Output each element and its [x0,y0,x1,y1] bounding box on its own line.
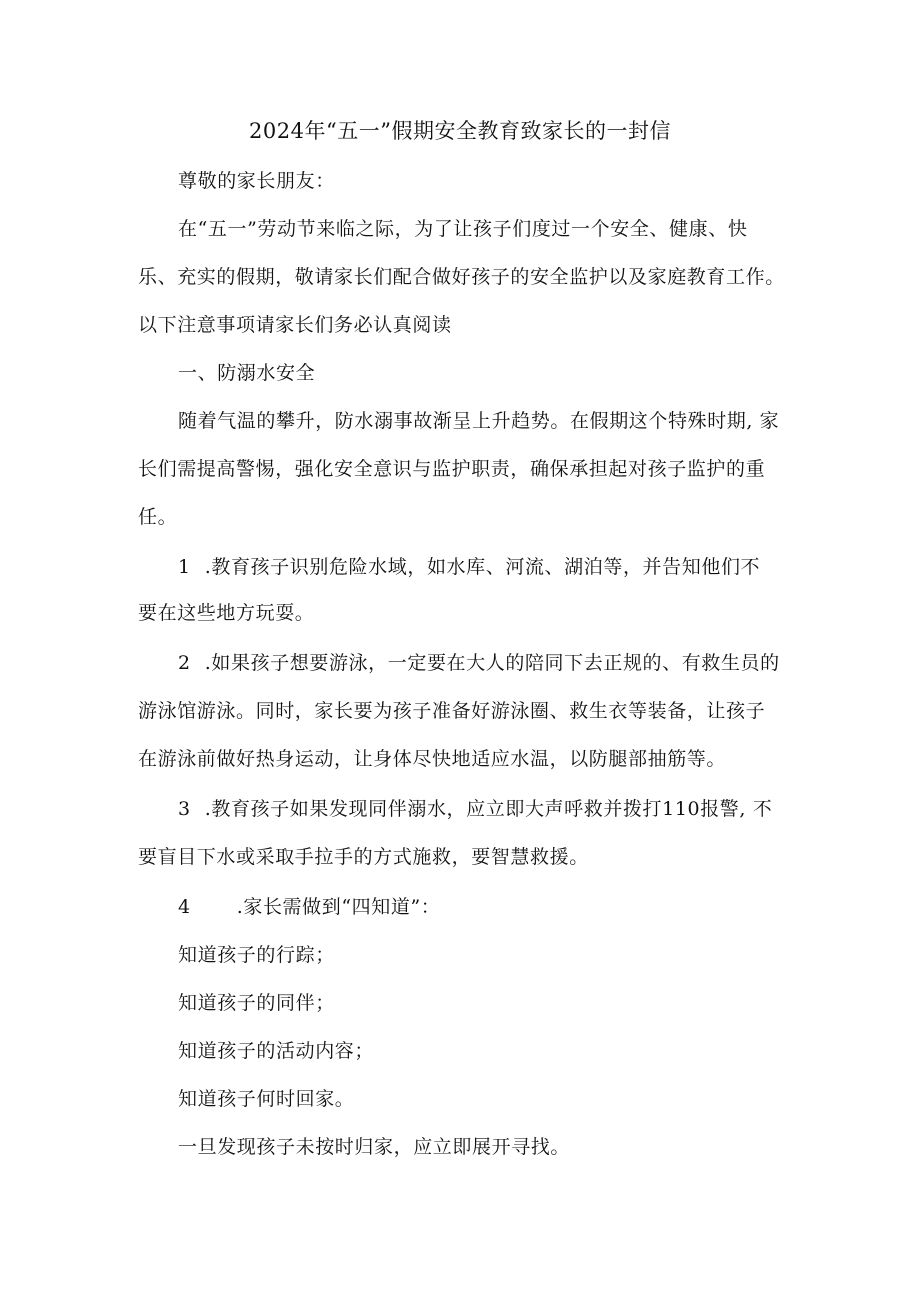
list-item-text: .教育孩子识别危险水域，如水库、河流、湖泊等，并告知他们不 [204,556,761,578]
know-line-2: 知道孩子的同伴； [178,992,335,1014]
section-heading: 一、防溺水安全 [178,362,316,384]
list-item-number: 3 [178,798,191,820]
greeting: 尊敬的家长朋友： [178,170,335,192]
list-item-2-line-3: 在游泳前做好热身运动，让身体尽快地适应水温，以防腿部抽筋等。 [138,748,727,770]
list-item-3 [178,794,772,824]
know-line-4: 知道孩子何时回家。 [178,1088,355,1110]
know-line-3: 知道孩子的活动内容； [178,1040,375,1062]
letter-title: 2024年“五一”假期安全教育致家长的一封信 [249,119,671,143]
intro-line-2: 乐、充实的假期，敬请家长们配合做好孩子的安全监护以及家庭教育工作。 [138,266,785,288]
list-item-number: 4 [178,896,191,918]
intro-line-1: 在“五一”劳动节来临之际，为了让孩子们度过一个安全、健康、快 [178,218,748,240]
list-item-3-line-2: 要盲目下水或采取手拉手的方式施救，要智慧救援。 [138,846,589,868]
list-item-1-line-2: 要在这些地方玩耍。 [138,602,315,624]
section-para-line-1: 随着气温的攀升，防水溺事故渐呈上升趋势。在假期这个特殊时期, 家 [178,410,780,432]
list-item-text: .家长需做到“四知道”： [236,896,441,918]
list-item-2 [178,648,780,678]
closing-line: 一旦发现孩子未按时归家，应立即展开寻找。 [178,1136,571,1158]
list-item-number: 2 [178,652,191,674]
list-item-4 [178,892,440,922]
list-item-text: .教育孩子如果发现同伴溺水，应立即大声呼救并拨打110报警, 不 [204,798,773,820]
intro-line-3: 以下注意事项请家长们务必认真阅读 [138,314,452,336]
section-para-line-2: 长们需提高警惕，强化安全意识与监护职责，确保承担起对孩子监护的重 [138,458,766,480]
know-line-1: 知道孩子的行踪； [178,944,335,966]
list-item-text: .如果孩子想要游泳，一定要在大人的陪同下去正规的、有救生员的 [204,652,780,674]
list-item-number: 1 [178,556,191,578]
list-item-2-line-2: 游泳馆游泳。同时，家长要为孩子准备好游泳圈、救生衣等装备，让孩子 [138,700,766,722]
section-para-line-3: 任。 [138,506,178,528]
list-item-1 [178,552,760,582]
